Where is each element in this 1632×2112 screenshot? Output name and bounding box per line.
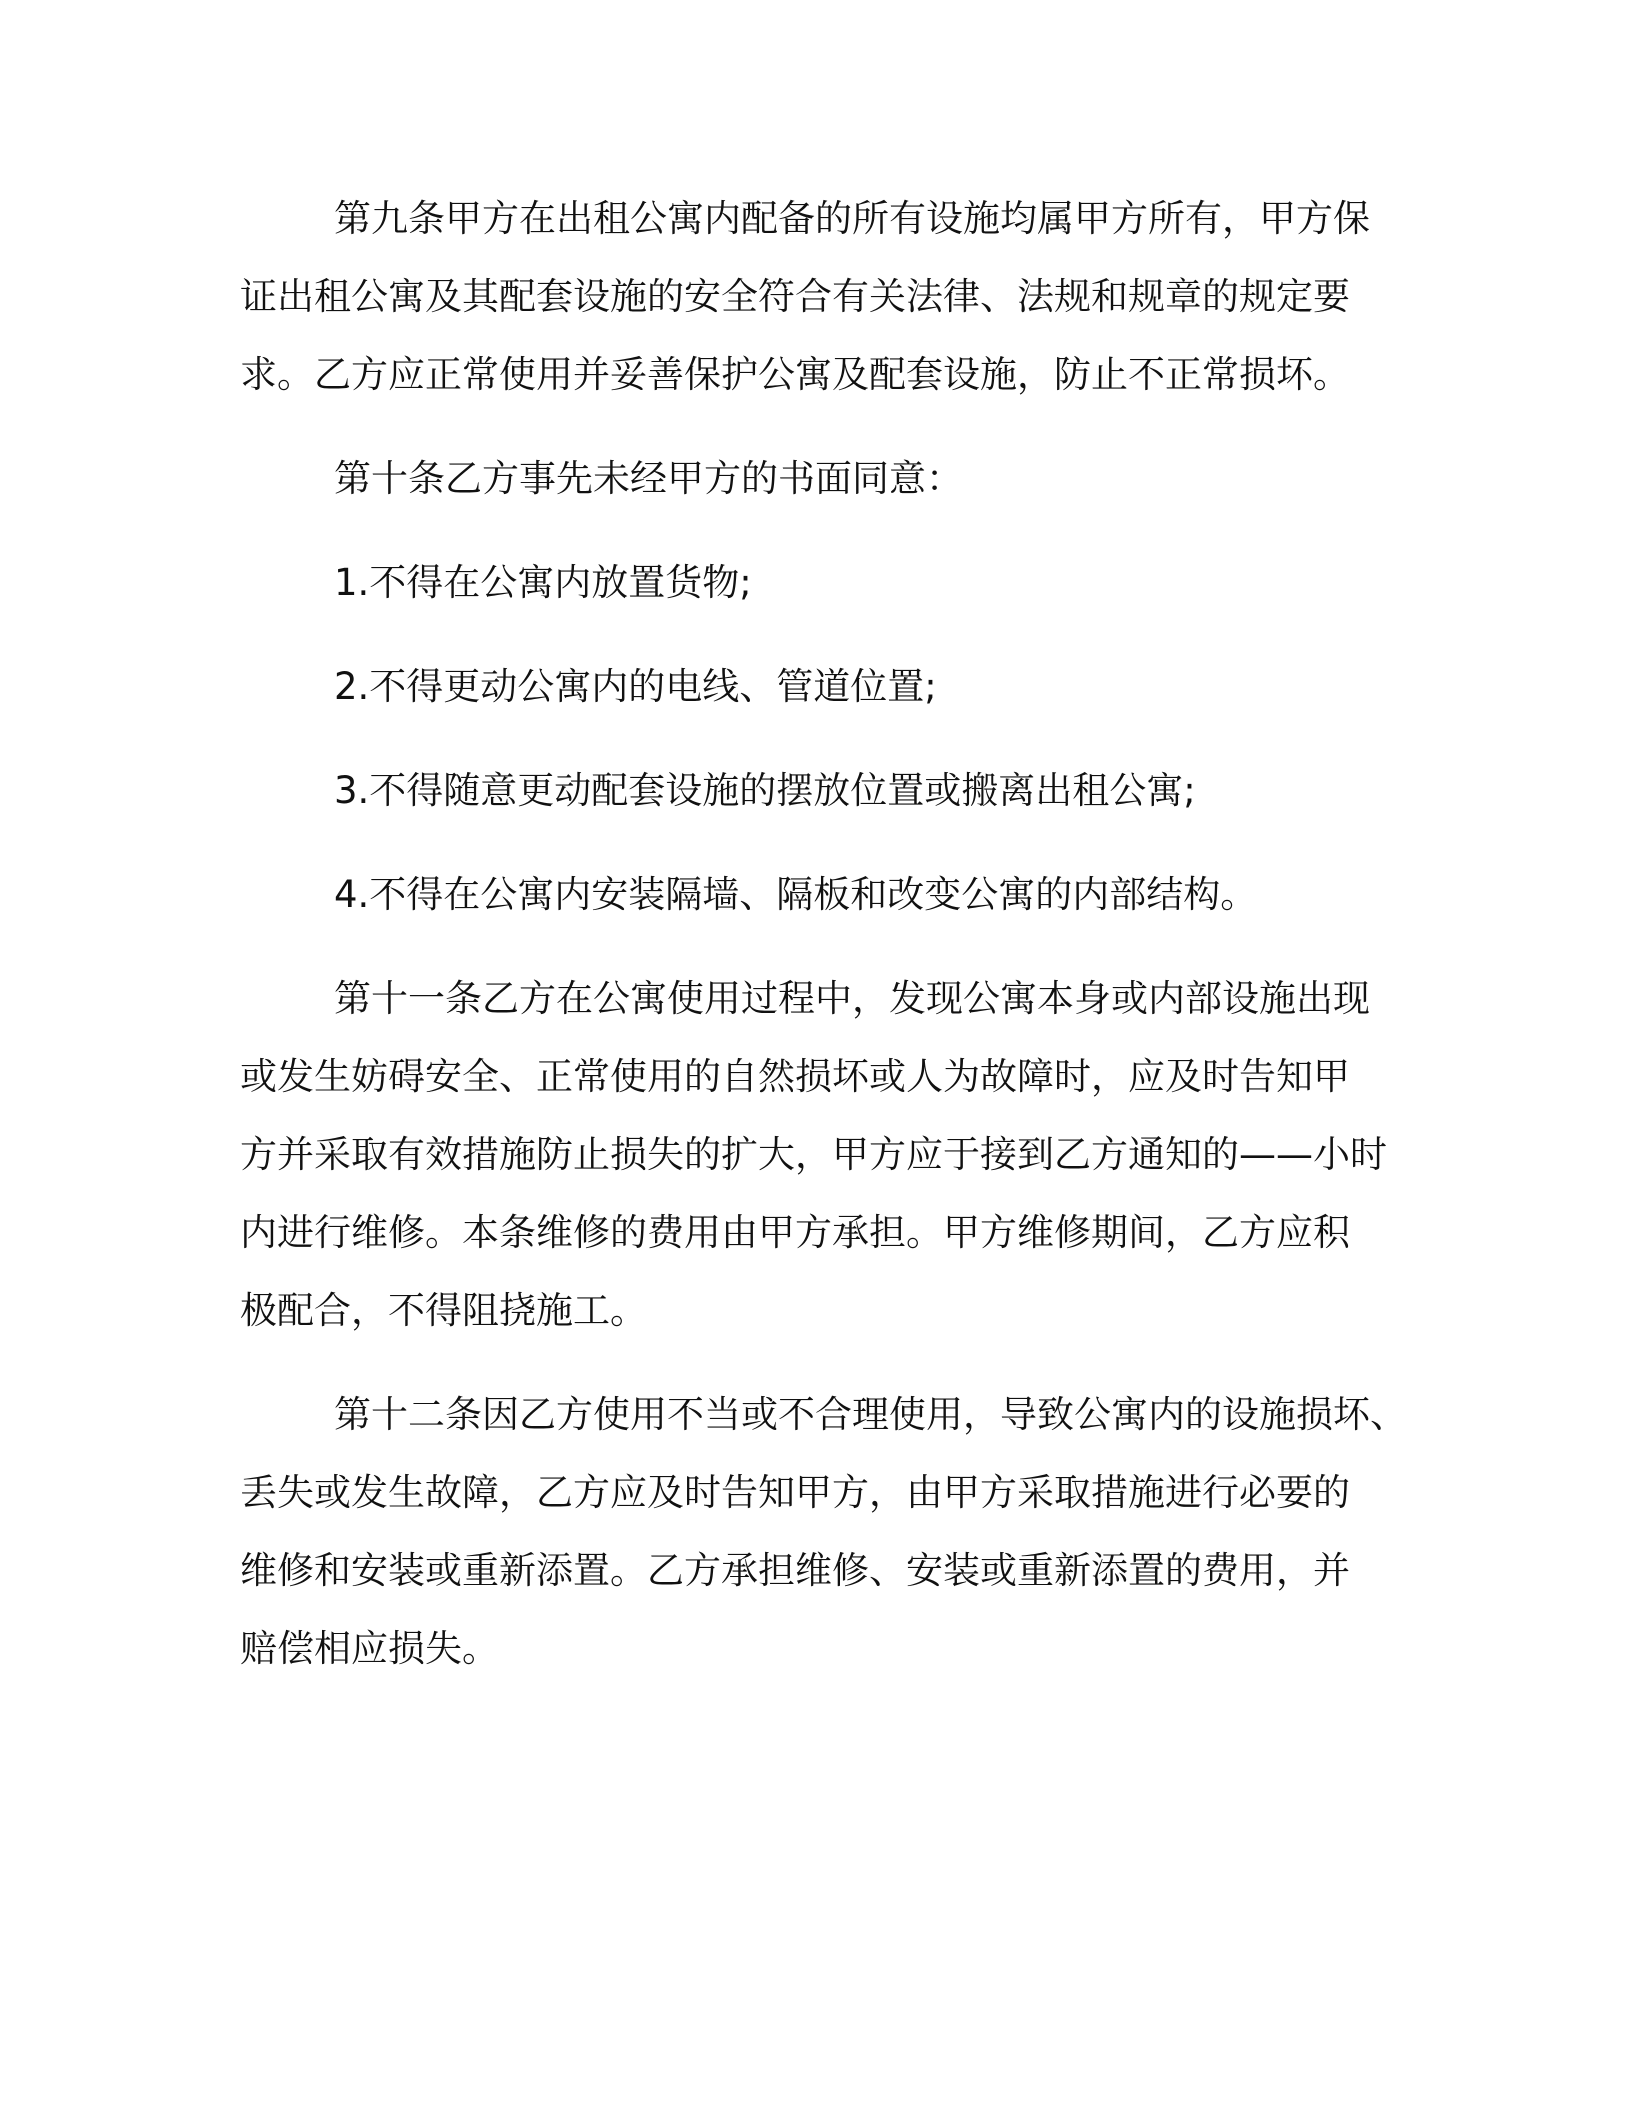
article-9-line: 证出租公寓及其配套设施的安全符合有关法律、法规和规章的规定要 [240,275,1350,318]
article-10-item-3 [240,752,1390,830]
article-10-item-4 [240,856,1390,934]
article-9-line: 求。乙方应正常使用并妥善保护公寓及配套设施，防止不正常损坏。 [240,353,1350,396]
article-12-line: 赔偿相应损失。 [240,1627,499,1670]
article-10-item-line: 4.不得在公寓内安装隔墙、隔板和改变公寓的内部结构。 [334,873,1258,916]
article-12 [240,1376,1407,1688]
article-11-line: 内进行维修。本条维修的费用由甲方承担。甲方维修期间，乙方应积 [240,1211,1350,1254]
document-body [240,180,1407,1714]
article-10-item-line: 2.不得更动公寓内的电线、管道位置; [334,665,937,708]
article-11-line: 极配合，不得阻挠施工。 [240,1289,647,1332]
article-10-item-2 [240,648,1390,726]
article-10-item-line: 3.不得随意更动配套设施的摆放位置或搬离出租公寓; [334,769,1196,812]
article-10-item-line: 1.不得在公寓内放置货物; [334,561,752,604]
article-11-line: 方并采取有效措施防止损失的扩大，甲方应于接到乙方通知的——小时 [240,1133,1387,1176]
article-10-intro [240,440,1390,518]
article-12-line: 维修和安装或重新添置。乙方承担维修、安装或重新添置的费用，并 [240,1549,1350,1592]
article-11 [240,960,1390,1350]
article-11-line: 第十一条乙方在公寓使用过程中，发现公寓本身或内部设施出现 [334,977,1370,1020]
article-12-line: 第十二条因乙方使用不当或不合理使用，导致公寓内的设施损坏、 [334,1393,1407,1436]
article-10-item-1 [240,544,1390,622]
article-12-line: 丢失或发生故障，乙方应及时告知甲方，由甲方采取措施进行必要的 [240,1471,1350,1514]
article-9 [240,180,1390,414]
article-11-line: 或发生妨碍安全、正常使用的自然损坏或人为故障时，应及时告知甲 [240,1055,1350,1098]
article-9-line: 第九条甲方在出租公寓内配备的所有设施均属甲方所有，甲方保 [334,197,1370,240]
article-10-intro-line: 第十条乙方事先未经甲方的书面同意： [334,457,963,500]
